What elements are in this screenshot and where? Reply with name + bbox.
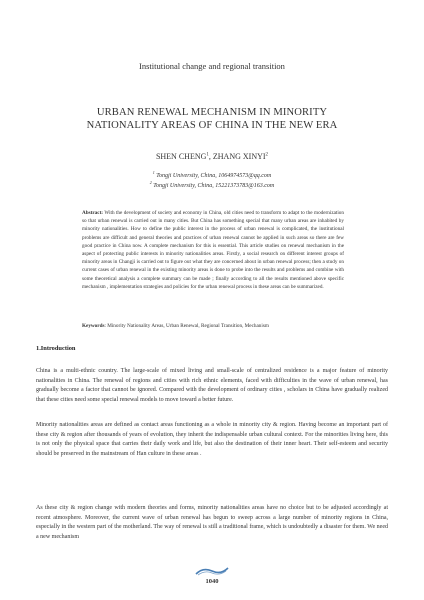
affiliation-2 <box>0 180 424 189</box>
affiliation-1 <box>0 170 424 179</box>
author-line <box>0 152 424 161</box>
author-2-name: ZHANG XINYI <box>212 152 266 161</box>
author-2-marker: 2 <box>265 152 269 158</box>
conference-logo-icon <box>194 566 230 576</box>
abstract-block <box>82 209 344 291</box>
abstract-text: With the development of society and economy in China, old cities need to transform to adapt to the modernization so that urban renewal is carried out in many cities. But China has something special that many urban areas are inhabited by minority nationalities. How to define the public interest in the process of urban renewal is complicated, the institutional problems are difficult and general theories and practices of urban renewal cannot be applied in such areas so there are few good practice in China now. A complete mechanism for this is essential. This article studies on renewal mechanism in the aspect of protecting public interests in minority nationalities areas. Firstly, a social research on different interest groups of minority areas in Changji is carried out to figure out what they are concerned about in urban renewal process; then a study on current cases of urban renewal in the existing minority areas is done to probe into the results and problems and combine with some theoretical analysis a complete summary can be made ; finally according to all the results mentioned above specific mechanism , implementation strategies and policies for the urban renewal process in these areas can be summarized. <box>82 210 344 290</box>
abstract-label: Abstract: <box>82 210 104 216</box>
section-heading-introduction: 1.Introduction <box>36 345 76 352</box>
body-paragraph-1: China is a multi-ethnic country. The large-scale of mixed living and small-scale of centralized residence is a major feature of minority nationalities in China. The renewal of regions and cities with rich ethnic elements, faced with difficulties in the wave of urban renewal, has gradually become a factor that cannot be ignored. Compared with the development of ordinary cities , scholars in China have gradually realized that these cities need some special renewal models to move toward a better future. <box>36 368 388 403</box>
affiliation-1-text: Tongji University, China, 1064974573@qq.com <box>154 173 272 179</box>
keywords-text: : Minority Nationality Areas, Urban Renewal, Regional Transition, Mechanism <box>104 323 269 329</box>
affiliation-2-text: Tongji University, China, 15221373783@163.com <box>151 183 275 189</box>
paper-title: URBAN RENEWAL MECHANISM IN MINORITY NATIONALITY AREAS OF CHINA IN THE NEW ERA <box>86 107 338 131</box>
running-header: Institutional change and regional transition <box>139 61 285 71</box>
keywords-block <box>82 322 344 330</box>
body-paragraph-2: Minority nationalities areas are defined as contact areas functioning as a whole in minority city & region. Having become an important part of these city & region after thousands of years of evolution, they inherit the indispensable urban cultural context. For the minorities living here, this is not only the physical space that carries their daily work and life, but also the destination of their inner heart. Their self-esteem and security should be preserved in the mainstream of Han culture in these areas . <box>36 422 388 457</box>
affiliation-1-marker: 1 <box>152 170 155 175</box>
page-number: 1040 <box>205 578 219 585</box>
affiliation-2-marker: 2 <box>149 180 152 185</box>
body-paragraph-3: As these city & region change with modern theories and forms, minority nationalities areas have no choice but to be adjusted accordingly at recent atmosphere. Moreover, the current wave of urban renewal has begun to sweep across a large number of minority regions in China, especially in the western part of the motherland. The way of renewal is still a traditional frame, which is undoubtedly a disaster for them. We need a new mechanism <box>36 505 388 540</box>
keywords-label: Keywords <box>82 323 105 329</box>
author-separator: , <box>208 152 213 161</box>
author-1-name: SHEN CHENG <box>155 152 207 161</box>
author-1-marker: 1 <box>206 152 209 158</box>
